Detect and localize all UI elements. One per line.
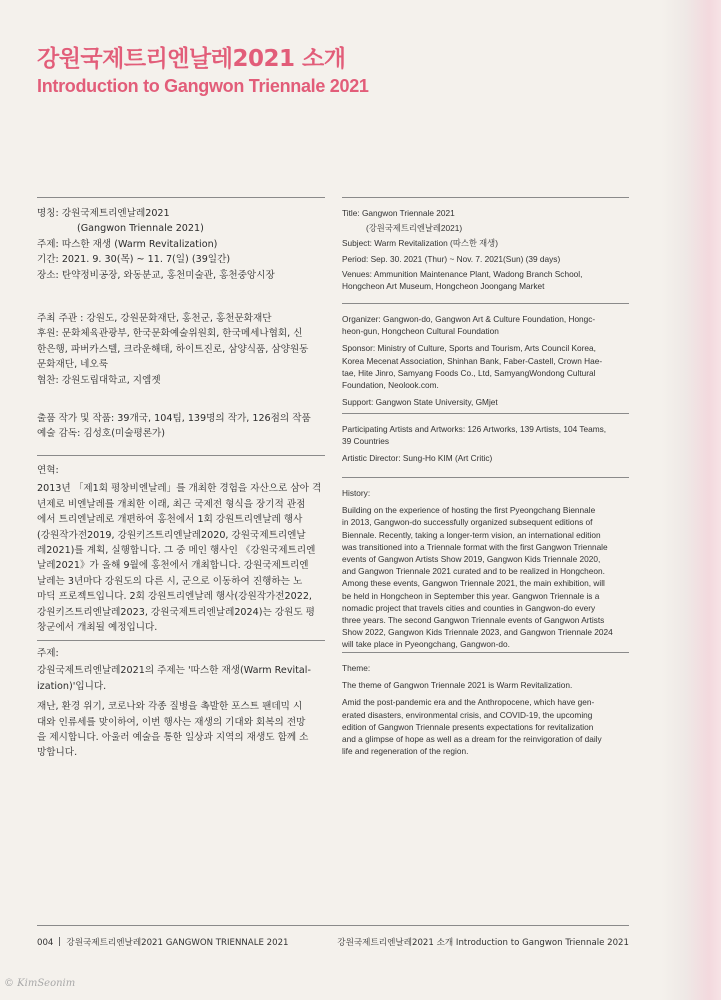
sponsor-line: Foundation, Neolook.com. (342, 380, 439, 391)
history-line: events of Gangwon Artists Show 2019, Gangwon Kids Triennale 2020, (342, 554, 601, 565)
watermark: © KimSeonim (4, 978, 76, 989)
org-line: 주최 주관 : 강원도, 강원문화재단, 홍천군, 홍천문화재단 (37, 313, 272, 324)
theme-line: 망합니다. (37, 747, 78, 759)
info-line: Title: Gangwon Triennale 2021 (342, 208, 455, 218)
footer-divider (37, 925, 629, 926)
sponsor-line: tae, Hite Jinro, Samyang Foods Co., Ltd, SamyangWondong Cultural (342, 367, 596, 378)
theme-line: ization)'입니다. (37, 680, 107, 692)
info-line: Hongcheon Art Museum, Hongcheon Joongang Market (342, 281, 545, 292)
org-line: 한은행, 파버카스텔, 크라운해태, 하이트진로, 삼양식품, 삼양원동 (37, 343, 309, 355)
history-line: 날레2021》가 올해 9월에 홍천에서 개최합니다. 강원국제트리엔 (37, 560, 309, 572)
theme-label: Theme: (342, 663, 371, 673)
director-line: Artistic Director: Sung-Ho KIM (Art Critic) (342, 453, 493, 464)
org-line: 문화재단, 네오룩 (37, 359, 108, 371)
footer-right-text: 강원국제트리엔날레2021 소개 Introduction to Gangwon Triennale 2021 (337, 938, 629, 948)
history-label: History: (342, 488, 371, 498)
page-number: 004 (37, 938, 54, 948)
right-history-block (342, 487, 613, 651)
theme-line: and a glimpse of hope as well as a dream for the reinvigoration of daily (342, 734, 602, 745)
theme-line: 재난, 환경 위기, 코로나와 각종 질병을 촉발한 포스트 팬데믹 시 (37, 701, 303, 713)
history-line: Biennale. Recently, taking a longer-term vision, an international edition (342, 529, 601, 540)
page-title-english: Introduction to Gangwon Triennale 2021 (37, 76, 369, 96)
left-theme-block (37, 646, 311, 761)
info-line: 주제: 따스한 재생 (Warm Revitalization) (37, 238, 218, 250)
history-line: 레2021)를 계획, 실행합니다. 그 중 메인 행사인 《강원국제트리엔 (37, 545, 316, 557)
theme-line: 을 제시합니다. 아울러 예술을 통한 일상과 지역의 재생도 함께 소 (37, 732, 309, 744)
info-line: (Gangwon Triennale 2021) (77, 223, 204, 235)
footer-separator (59, 937, 60, 946)
left-info-block (37, 206, 275, 283)
info-line: 장소: 탄약정비공장, 와동분교, 홍천미술관, 홍천중앙시장 (37, 269, 275, 281)
sponsor-line: Korea Mecenat Association, Shinhan Bank, Faber-Castell, Crown Hae- (342, 355, 603, 366)
footer-left (37, 936, 289, 948)
history-line: three years. The second Gangwon Triennale events of Gangwon Artists (342, 615, 605, 626)
theme-line: The theme of Gangwon Triennale 2021 is Warm Revitalization. (342, 680, 573, 691)
info-line: (강원국제트리엔날레2021) (366, 223, 463, 234)
right-organizer-block (342, 313, 602, 408)
history-line: 강원키즈트리엔날레2023, 강원국제트리엔날레2024)는 강원도 평 (37, 606, 315, 618)
theme-line: Amid the post-pandemic era and the Anthropocene, which have gen- (342, 697, 595, 708)
organizer-line: heon-gun, Hongcheon Cultural Foundation (342, 326, 499, 337)
history-line: will take place in Pyeongchang, Gangwon-do. (342, 639, 510, 650)
divider-top-left (37, 197, 325, 198)
info-line: Subject: Warm Revitalization (따스한 재생) (342, 238, 498, 249)
divider-right-participating (342, 413, 629, 414)
divider-right-organizer (342, 303, 629, 304)
left-artists-block (37, 411, 311, 442)
page-title-korean: 강원국제트리엔날레2021 소개 (37, 46, 346, 72)
footer-left-text: 강원국제트리엔날레2021 GANGWON TRIENNALE 2021 (66, 938, 289, 948)
theme-label: 주제: (37, 648, 59, 659)
history-line: 에서 트리엔날레로 개편하여 홍천에서 1회 강원트리엔날레 행사 (37, 514, 303, 526)
history-line: be held in Hongcheon in September this year. Gangwon Triennale is a (342, 590, 600, 601)
org-line: 협찬: 강원도립대학교, 지엠젯 (37, 374, 161, 386)
divider-left-theme (37, 640, 325, 641)
info-line: 기간: 2021. 9. 30(목) ~ 11. 7(일) (39일간) (37, 254, 231, 266)
right-info-block (342, 207, 582, 292)
info-line: Venues: Ammunition Maintenance Plant, Wadong Branch School, (342, 268, 583, 279)
left-history-block (37, 463, 321, 635)
history-line: was transitioned into a Triennale format with the first Gangwon Triennale (342, 541, 608, 552)
right-participating-block (342, 423, 606, 465)
divider-right-theme (342, 652, 629, 653)
theme-line: erated disasters, environmental crisis, and COVID-19, the upcoming (342, 709, 593, 720)
info-line: Period: Sep. 30. 2021 (Thur) ~ Nov. 7. 2021(Sun) (39 days) (342, 253, 561, 264)
divider-right-history (342, 477, 629, 478)
history-line: and Gangwon Triennale 2021 curated and to be realized in Hongcheon. (342, 566, 605, 577)
theme-line: edition of Gangwon Triennale presents expectations for revitalization (342, 721, 594, 732)
history-line: Among these events, Gangwon Triennale 2021, the main exhibition, will (342, 578, 605, 589)
artists-line: 예술 감독: 김성호(미술평론가) (37, 428, 166, 440)
theme-line: 대와 인류세를 맞이하여, 이번 행사는 재생의 기대와 회복의 전망 (37, 716, 306, 728)
history-line: nomadic project that travels cities and counties in Gangwon-do every (342, 602, 596, 613)
org-line: 후원: 문화체육관광부, 한국문화예술위원회, 한국메세나협회, 신 (37, 328, 303, 340)
support-line: Support: Gangwon State University, GMjet (342, 397, 498, 408)
left-organizer-block (37, 311, 308, 388)
history-line: Show 2022, Gangwon Kids Triennale 2023, and Gangwon Triennale 2024 (342, 627, 613, 638)
artists-line: 출품 작가 및 작품: 39개국, 104팀, 139명의 작가, 126점의 작품 (37, 413, 311, 424)
history-line: 2013년 「제1회 평창비엔날레」를 개최한 경험을 자산으로 삼아 격 (37, 483, 322, 495)
history-line: 마딕 프로젝트입니다. 2회 강원트리엔날레 행사(강원작가전2022, (37, 591, 312, 603)
history-line: 년제로 비엔날레를 개최한 이래, 최근 국제전 형식을 장기적 관점 (37, 498, 306, 510)
history-line: Building on the experience of hosting the first Pyeongchang Biennale (342, 505, 596, 516)
history-label: 연혁: (37, 465, 59, 476)
right-theme-block (342, 662, 602, 757)
sponsor-line: Sponsor: Ministry of Culture, Sports and Tourism, Arts Council Korea, (342, 343, 596, 354)
history-line: in 2013, Gangwon-do successfully organized subsequent editions of (342, 517, 593, 528)
info-line: 명칭: 강원국제트리엔날레2021 (37, 208, 170, 219)
history-line: (강원작가전2019, 강원키즈트리엔날레2020, 강원국제트리엔날 (37, 529, 306, 541)
divider-top-right (342, 197, 629, 198)
participating-line: Participating Artists and Artworks: 126 Artworks, 139 Artists, 104 Teams, (342, 424, 607, 434)
theme-line: 강원국제트리엔날레2021의 주제는 '따스한 재생(Warm Revital- (37, 665, 311, 677)
page-edge-shadow (661, 0, 721, 1000)
theme-line: life and regeneration of the region. (342, 746, 469, 757)
divider-left-history (37, 455, 325, 456)
history-line: 날레는 3년마다 강원도의 다른 시, 군으로 이동하여 진행하는 노 (37, 575, 303, 587)
organizer-line: Organizer: Gangwon-do, Gangwon Art & Culture Foundation, Hongc- (342, 314, 596, 324)
participating-line: 39 Countries (342, 436, 390, 447)
history-line: 창군에서 개최될 예정입니다. (37, 622, 158, 634)
